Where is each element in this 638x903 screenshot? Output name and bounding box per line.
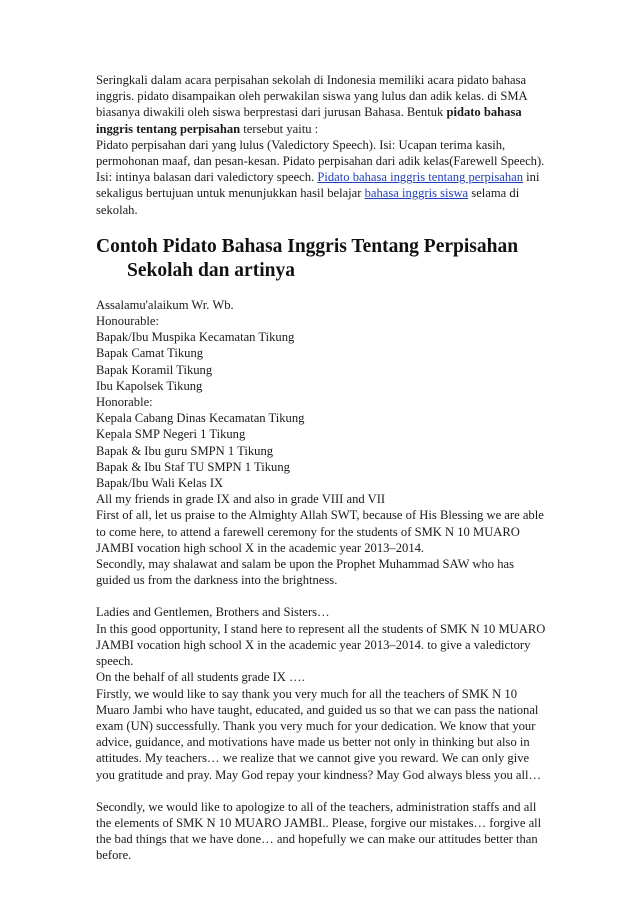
speech-paragraph: Secondly, may shalawat and salam be upon the Prophet Muhammad SAW who has guided us from the darkness into the brightness. (96, 557, 515, 588)
salutation-line: Honourable: (96, 314, 159, 329)
document-page (96, 72, 546, 864)
salutation-line: Bapak Camat Tikung (96, 346, 204, 361)
pidato-link[interactable]: Pidato bahasa inggris tentang perpisahan (317, 170, 524, 185)
intro-text: tersebut yaitu : (240, 121, 319, 136)
salutation-line: Kepala SMP Negeri 1 Tikung (96, 427, 246, 442)
intro-text: Pidato perpisahan dari yang lulus (Valedictory Speech). Isi: Ucapan terima kasih, permohonan maaf, dan pesan-kesan. Pidato perpisahan dari adik kelas(Farewell Speech). Isi: intinya balasan dari valedictory speech. (96, 137, 545, 185)
salutation-line: Bapak/Ibu Wali Kelas IX (96, 476, 224, 491)
intro-text: selama di sekolah. (96, 186, 520, 217)
salutation-line: Kepala Cabang Dinas Kecamatan Tikung (96, 411, 305, 426)
salutation-line: All my friends in grade IX and also in grade VIII and VII (96, 492, 386, 507)
salutation-line: Bapak & Ibu guru SMPN 1 Tikung (96, 443, 274, 458)
speech-body (96, 297, 546, 864)
salutation-line: Honorable: (96, 395, 153, 410)
intro-bold-keyword: pidato bahasa inggris tentang perpisahan (96, 105, 522, 136)
intro-paragraph (96, 72, 546, 218)
salutation-line: Bapak & Ibu Staf TU SMPN 1 Tikung (96, 459, 290, 474)
speech-paragraph: On the behalf of all students grade IX …. (96, 670, 305, 685)
salutation-line: Assalamu'alaikum Wr. Wb. (96, 297, 234, 312)
intro-text: ini sekaligus bertujuan untuk menunjukkan hasil belajar (96, 170, 540, 201)
speech-paragraph: Ladies and Gentlemen, Brothers and Sisters… (96, 605, 330, 620)
paragraph-gap (96, 588, 546, 604)
bahasa-inggris-link[interactable]: bahasa inggris siswa (364, 186, 469, 201)
salutation-line: Ibu Kapolsek Tikung (96, 378, 203, 393)
intro-text: Seringkali dalam acara perpisahan sekolah di Indonesia memiliki acara pidato bahasa inggris. pidato disampaikan oleh perwakilan siswa yang lulus dan adik kelas. di SMA biasanya diwakili oleh siswa berprestasi dari jurusan Bahasa. Bentuk (96, 73, 527, 120)
speech-paragraph: First of all, let us praise to the Almighty Allah SWT, because of His Blessing we are able to come here, to attend a farewell ceremony for the students of SMK N 10 MUARO JAMBI vocation high school X in the academic year 2013–2014. (96, 508, 544, 555)
salutation-line: Bapak/Ibu Muspika Kecamatan Tikung (96, 330, 295, 345)
salutation-line: Bapak Koramil Tikung (96, 362, 213, 377)
paragraph-gap (96, 783, 546, 799)
section-heading: Contoh Pidato Bahasa Inggris Tentang Perpisahan Sekolah dan artinya (96, 235, 519, 281)
speech-paragraph: Secondly, we would like to apologize to all of the teachers, administration staffs and all the elements of SMK N 10 MUARO JAMBI.. Please, forgive our mistakes… forgive all the bad things that we have done… and hopefully we can make our attitudes better than before. (96, 799, 542, 863)
speech-paragraph: Firstly, we would like to say thank you very much for all the teachers of SMK N 10 Muaro Jambi who have taught, educated, and guided us so that we can pass the national exam (UN) successfully. Thank you very much for your dedication. We know that your advice, guidance, and motivations have made us better not only in thinking but also in attitudes. My teachers… we realize that we cannot give you reward. We can only give you gratitude and pray. May God repay your kindness? May God always bless you all… (96, 686, 542, 782)
speech-paragraph: In this good opportunity, I stand here to represent all the students of SMK N 10 MUARO JAMBI vocation high school X in the academic year 2013–2014. to give a valedictory speech. (96, 621, 546, 669)
